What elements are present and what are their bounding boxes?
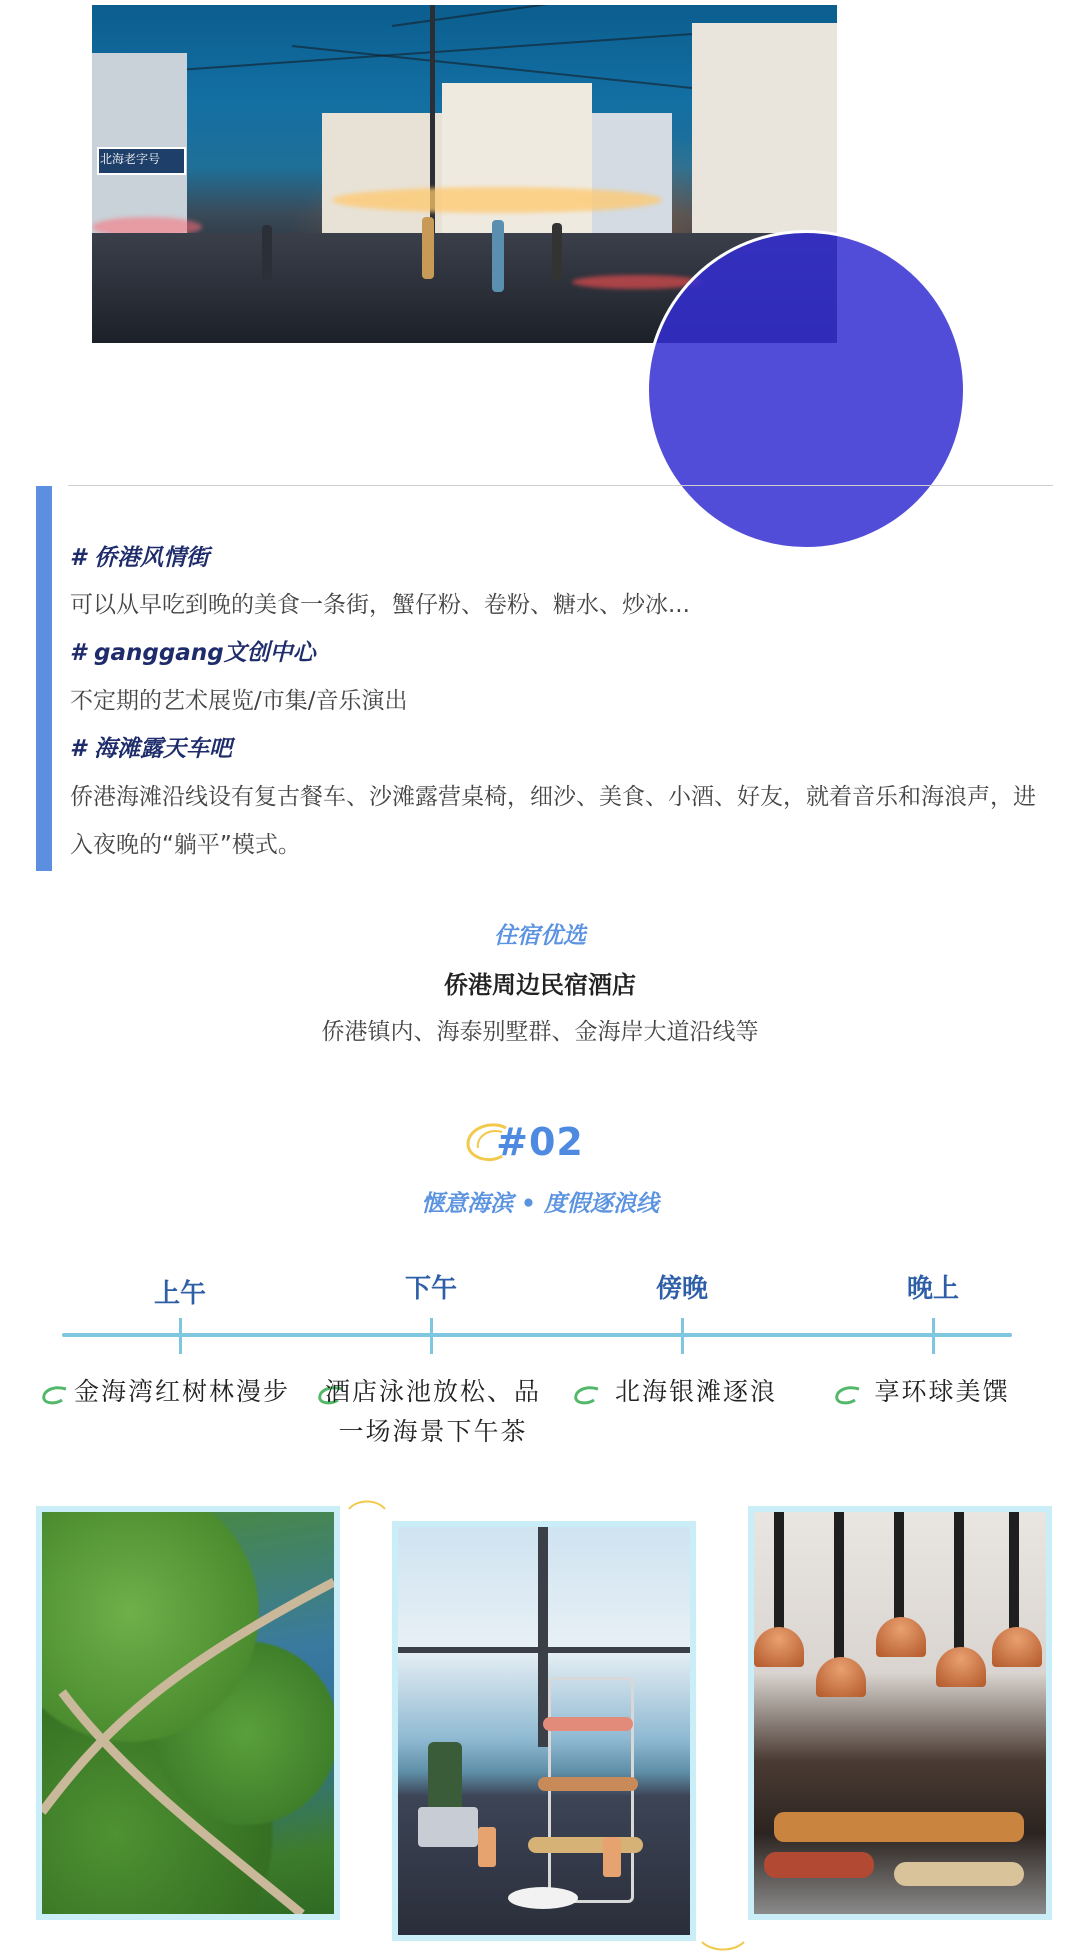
feature-title-1: # 侨港风情街	[70, 545, 210, 571]
timeline-time-evening: 晚上	[906, 1274, 959, 1304]
afternoon-tea-photo	[392, 1521, 696, 1941]
timeline-tick	[681, 1318, 684, 1354]
section-number: #02	[496, 1120, 584, 1164]
feature-text-1: 可以从早吃到晚的美食一条街，蟹仔粉、卷粉、糖水、炒冰...	[70, 592, 690, 618]
mangrove-photo	[36, 1506, 340, 1920]
arc-decoration	[700, 1940, 746, 1954]
feature-title-2: # ganggang文创中心	[70, 640, 316, 666]
timeline-time-afternoon: 下午	[404, 1274, 457, 1304]
boardwalk-icon	[42, 1512, 334, 1914]
hook-icon	[833, 1386, 861, 1406]
timeline-activity-3: 北海银滩逐浪	[614, 1377, 777, 1406]
feature-text-2: 不定期的艺术展览/市集/音乐演出	[70, 688, 408, 714]
timeline-activity-1: 金海湾红树林漫步	[73, 1377, 290, 1406]
timeline-time-morning: 上午	[153, 1279, 206, 1309]
timeline-tick	[932, 1318, 935, 1354]
timeline-time-dusk: 傍晚	[655, 1274, 708, 1304]
section-subtitle: 惬意海滨 • 度假逐浪线	[421, 1191, 659, 1217]
accommodation-label: 住宿优选	[494, 923, 586, 949]
feature-title-3: # 海滩露天车吧	[70, 736, 233, 762]
accommodation-desc: 侨港镇内、海泰别墅群、金海岸大道沿线等	[321, 1019, 759, 1045]
feature-text-3: 侨港海滩沿线设有复古餐车、沙滩露营桌椅，细沙、美食、小酒、好友，就着音乐和海浪声，进入夜晚的“躺平”模式。	[70, 784, 1036, 858]
buffet-photo	[748, 1506, 1052, 1920]
feature-list	[36, 486, 1046, 871]
timeline-activity-2: 酒店泳池放松、品一场海景下午茶	[324, 1377, 541, 1446]
sign-text: 北海老字号	[100, 152, 161, 166]
timeline-tick	[179, 1318, 182, 1354]
timeline-activity-4: 享环球美馔	[874, 1377, 1010, 1406]
timeline-line	[62, 1333, 1012, 1337]
accommodation-title: 侨港周边民宿酒店	[444, 971, 636, 999]
timeline-tick	[430, 1318, 433, 1354]
arc-decoration	[347, 1497, 387, 1511]
